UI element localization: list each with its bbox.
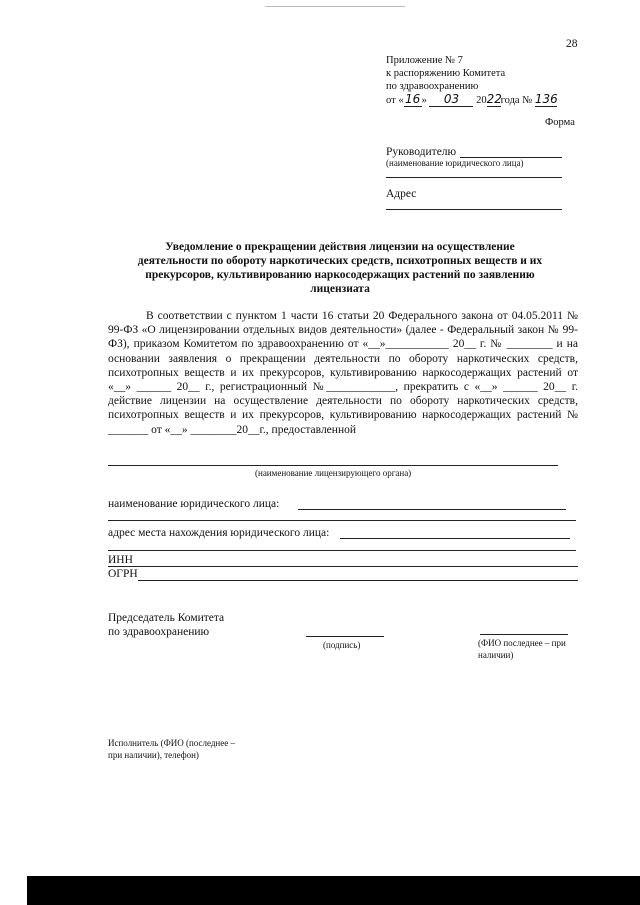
inn-line[interactable] [108,566,578,567]
executor-line-2: при наличии), телефон) [108,750,199,760]
address-field-label: адрес места нахождения юридического лица: [108,527,330,539]
appendix-line-1: Приложение № 7 [386,55,463,66]
body-paragraph [108,309,578,437]
date-day: 16 [404,92,421,106]
ogrn-label: ОГРН [108,568,138,580]
ogrn-line[interactable] [138,580,578,581]
appendix-date-line [386,93,557,107]
appendix-line-3: по здравоохранению [386,81,479,92]
doc-number: 136 [534,92,558,106]
document-title: Уведомление о прекращении действия лицензии на осуществление деятельности по обороту наркотических средств, психотропных веществ и их прекурсоров, культивированию наркосодержащих растений по заявлению лицензиата [137,241,543,295]
signature-line[interactable] [306,636,384,637]
executor-line-1: Исполнитель (ФИО (последнее – [108,738,235,748]
address-field-line[interactable] [340,538,570,539]
date-month: 03 [429,93,473,107]
inn-label: ИНН [108,554,133,566]
address-label: Адрес [386,188,417,200]
appendix-line-2: к распоряжению Комитета [386,68,506,79]
signer-name-line[interactable] [480,634,568,635]
legal-entity-line[interactable] [298,509,566,510]
legal-entity-label: наименование юридического лица: [108,498,280,510]
signer-position-line-1: Председатель Комитета [108,612,225,624]
date-suffix: года № [500,95,533,106]
head-extra-line[interactable] [386,177,562,178]
date-year-prefix: 20 [476,95,487,106]
head-caption: (наименование юридического лица) [386,158,524,168]
address-line[interactable] [386,209,562,210]
body-text: В соответствии с пунктом 1 части 16 статьи 20 Федерального закона от 04.05.2011 № 99-ФЗ «О лицензировании отдельных видов деятельности» (далее - Федеральный закон № 99-ФЗ), приказом Комитетом по здравоохранению от «__»___________ 20__ г. № ________ и на основании заявления о прекращении деятельности по обороту наркотических средств, психотропных веществ и их прекурсоров, культивированию наркосодержащих растений от «__» ______ 20__ г., регистрационный №____________, прекратить с «__» ______ 20__ г. действие лицензии на осуществление деятельности по обороту наркотических средств, психотропных веществ и их прекурсоров, культивированию наркосодержащих растений № _______ от «__» ________20__г., предоставленной [108,310,578,436]
licensing-body-line[interactable] [108,465,558,466]
scan-edge-line [265,6,405,7]
form-label: Форма [545,117,575,128]
address-field-line-2[interactable] [108,550,576,551]
signer-name-caption-2: наличии) [478,650,514,660]
legal-entity-line-2[interactable] [108,520,576,521]
page-number: 28 [566,38,578,50]
head-label: Руководителю [386,146,457,158]
date-year: 22 [486,92,502,106]
date-prefix: от « [386,95,404,106]
signature-caption: (подпись) [323,640,361,650]
date-close-quote: » [421,95,427,106]
scan-black-bar [27,876,640,905]
signer-position-line-2: по здравоохранению [108,626,210,638]
signer-name-caption-1: (ФИО последнее – при [478,638,566,648]
licensing-body-caption: (наименование лицензирующего органа) [255,468,412,478]
